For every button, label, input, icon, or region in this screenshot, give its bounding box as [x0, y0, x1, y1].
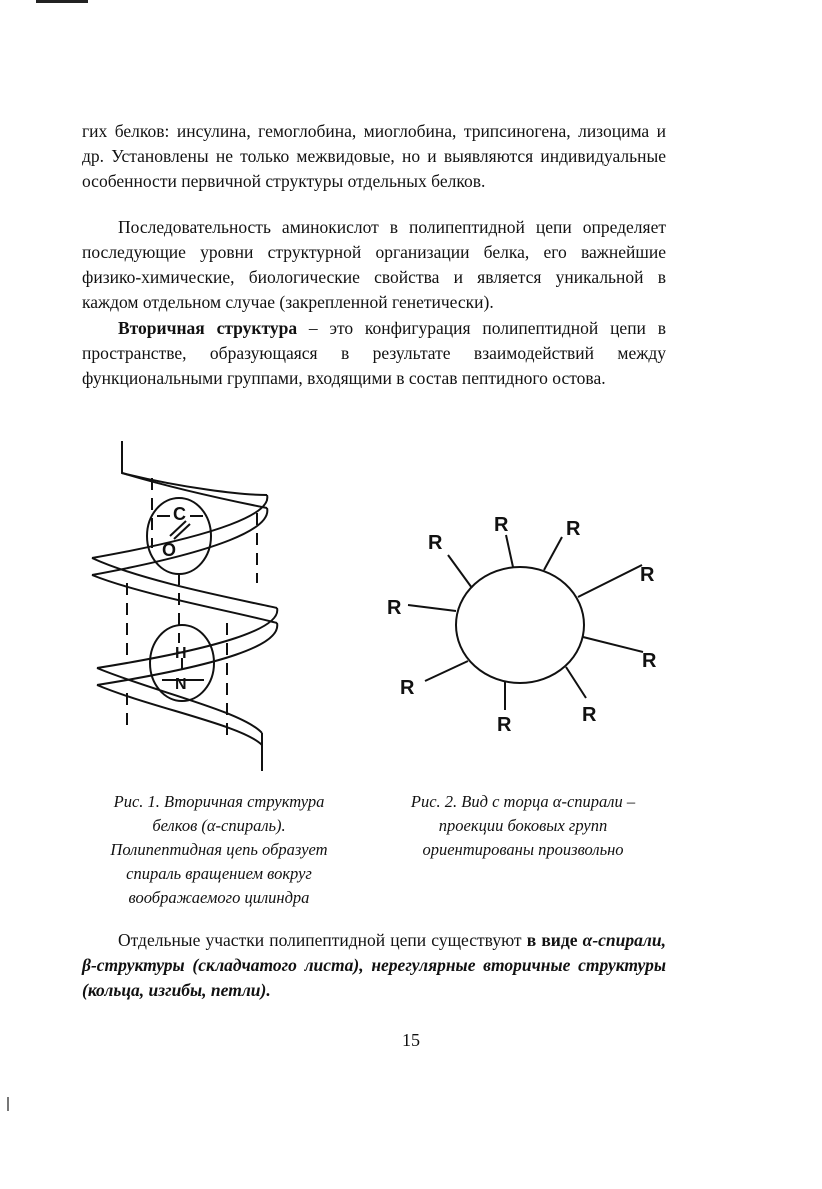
paragraph-secondary-types [82, 928, 666, 1003]
caption-line: Полипептидная цепь образует [110, 840, 328, 859]
atom-label-n: N [175, 676, 187, 693]
intro-text: Отдельные участки полипептидной цепи существуют [118, 930, 527, 950]
term-irregular: нерегулярные вторичные структуры (кольца, изгибы, петли). [82, 955, 666, 1000]
caption-line: Рис. 2. Вид с торца α-спирали – [410, 792, 636, 811]
side-group-r-label: R [642, 650, 657, 672]
paragraph-protein-structures [82, 119, 666, 194]
alpha-helix-diagram [82, 433, 297, 778]
caption-line: спираль вращением вокруг [126, 864, 312, 883]
figure-2-caption [378, 790, 668, 862]
definition-text: – это конфигурация полипептидной цепи в пространстве, образующаяся в результате взаимодействий между функциональными группами, входящими в состав пептидного остова. [82, 318, 666, 388]
figure-alpha-helix [82, 433, 297, 778]
figure-1-caption [74, 790, 364, 910]
helix-cross-section [456, 567, 584, 683]
side-group-r-label: R [582, 704, 597, 726]
side-group-r-label: R [387, 597, 402, 619]
in-form-text: в виде [526, 930, 578, 950]
atom-label-o: O [162, 540, 177, 560]
caption-line: воображаемого цилиндра [128, 888, 310, 907]
side-group-r-label: R [494, 514, 509, 536]
helix-end-view-diagram [380, 505, 680, 750]
paragraph-secondary-structure [82, 316, 666, 391]
caption-line: белков (α-спираль). [152, 816, 286, 835]
paragraph-text: Последовательность аминокислот в полипептидной цепи определяет последующие уровни структурной организации белка, его важнейшие физико-химические, биологические свойства и является уникальной в каждом отдельном случае (закрепленной генетически). [82, 217, 666, 312]
paragraph-text: гих белков: инсулина, гемоглобина, миоглобина, трипсиногена, лизоцима и др. Установлены не только межвидовые, но и выявляются индивидуальные особенности первичной структуры отдельных белков. [82, 121, 666, 191]
side-group-r-label: R [566, 518, 581, 540]
caption-line: ориентированы произвольно [422, 840, 624, 859]
caption-line: проекции боковых групп [438, 816, 608, 835]
atom-label-c: C [173, 504, 186, 524]
term-alpha-beta: α-спирали, β-структуры (складчатого листа), [82, 930, 666, 975]
side-group-r-label: R [428, 532, 443, 554]
caption-line: Рис. 1. Вторичная структура [113, 792, 325, 811]
page-number: 15 [402, 1030, 420, 1050]
side-group-r-label: R [400, 677, 415, 699]
atom-label-h: H [175, 645, 187, 662]
side-group-r-label: R [497, 714, 512, 736]
paragraph-amino-acid-sequence [82, 215, 666, 315]
figure-helix-end-view [380, 505, 680, 750]
side-group-r-label: R [640, 564, 655, 586]
margin-mark [7, 1097, 9, 1111]
term-secondary-structure: Вторичная структура [118, 318, 298, 338]
top-rule [36, 0, 88, 3]
